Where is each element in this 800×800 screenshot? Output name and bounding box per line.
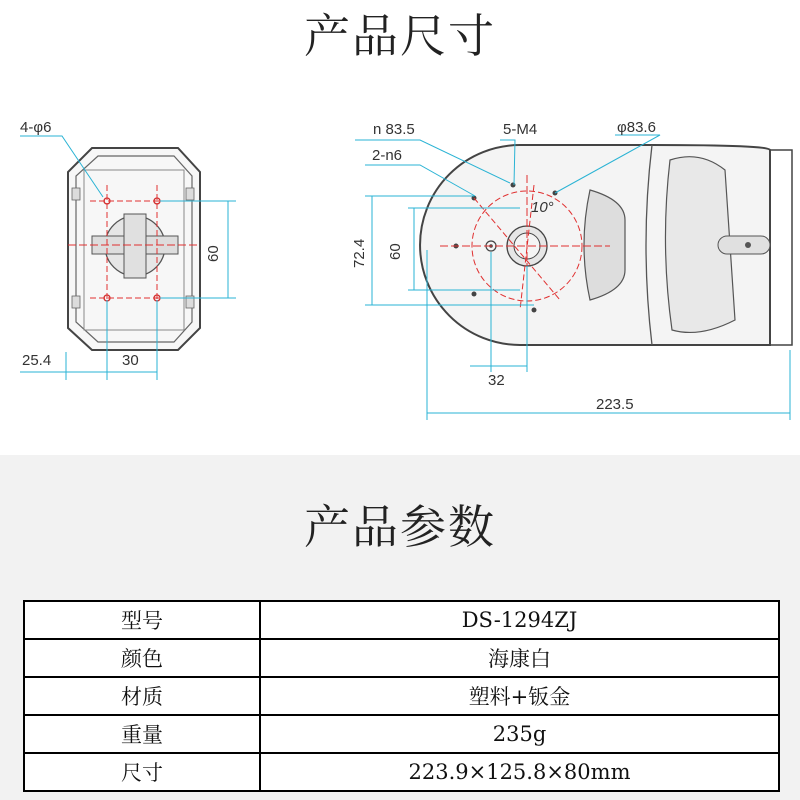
spec-key: 重量 [24,715,260,753]
spec-value: 塑料+钣金 [260,677,779,715]
spec-key: 尺寸 [24,753,260,791]
spec-value: 235g [260,715,779,753]
label-side-60: 60 [387,243,404,260]
table-row [24,753,779,791]
side-hole [532,308,537,313]
table-row [24,677,779,715]
side-view [355,135,792,420]
parameters-title: 产品参数 [304,500,496,554]
label-side-72-4: 72.4 [351,238,368,268]
label-side-phi83-6: φ83.6 [617,119,656,136]
label-side-5m4: 5-M4 [503,121,538,138]
side-hole [472,292,477,297]
front-view [20,136,236,380]
spec-value: 223.9×125.8×80mm [260,753,779,791]
label-side-n83-5: n 83.5 [373,121,415,138]
spec-table [23,600,780,792]
table-row [24,715,779,753]
dimensions-title: 产品尺寸 [304,9,496,63]
label-front-height: 60 [205,245,222,262]
label-front-holes: 4-φ6 [20,119,52,136]
label-side-angle: 10° [531,199,554,216]
spec-key: 颜色 [24,639,260,677]
spec-key: 型号 [24,601,260,639]
label-side-length: 223.5 [596,396,634,413]
spec-value: DS-1294ZJ [260,601,779,639]
side-hole [511,183,516,188]
label-front-offset: 25.4 [22,352,52,369]
label-side-32: 32 [488,372,505,389]
table-row [24,601,779,639]
table-row [24,639,779,677]
spec-key: 材质 [24,677,260,715]
label-side-2n6: 2-n6 [372,147,403,164]
label-front-spacing: 30 [122,352,139,369]
spec-value: 海康白 [260,639,779,677]
